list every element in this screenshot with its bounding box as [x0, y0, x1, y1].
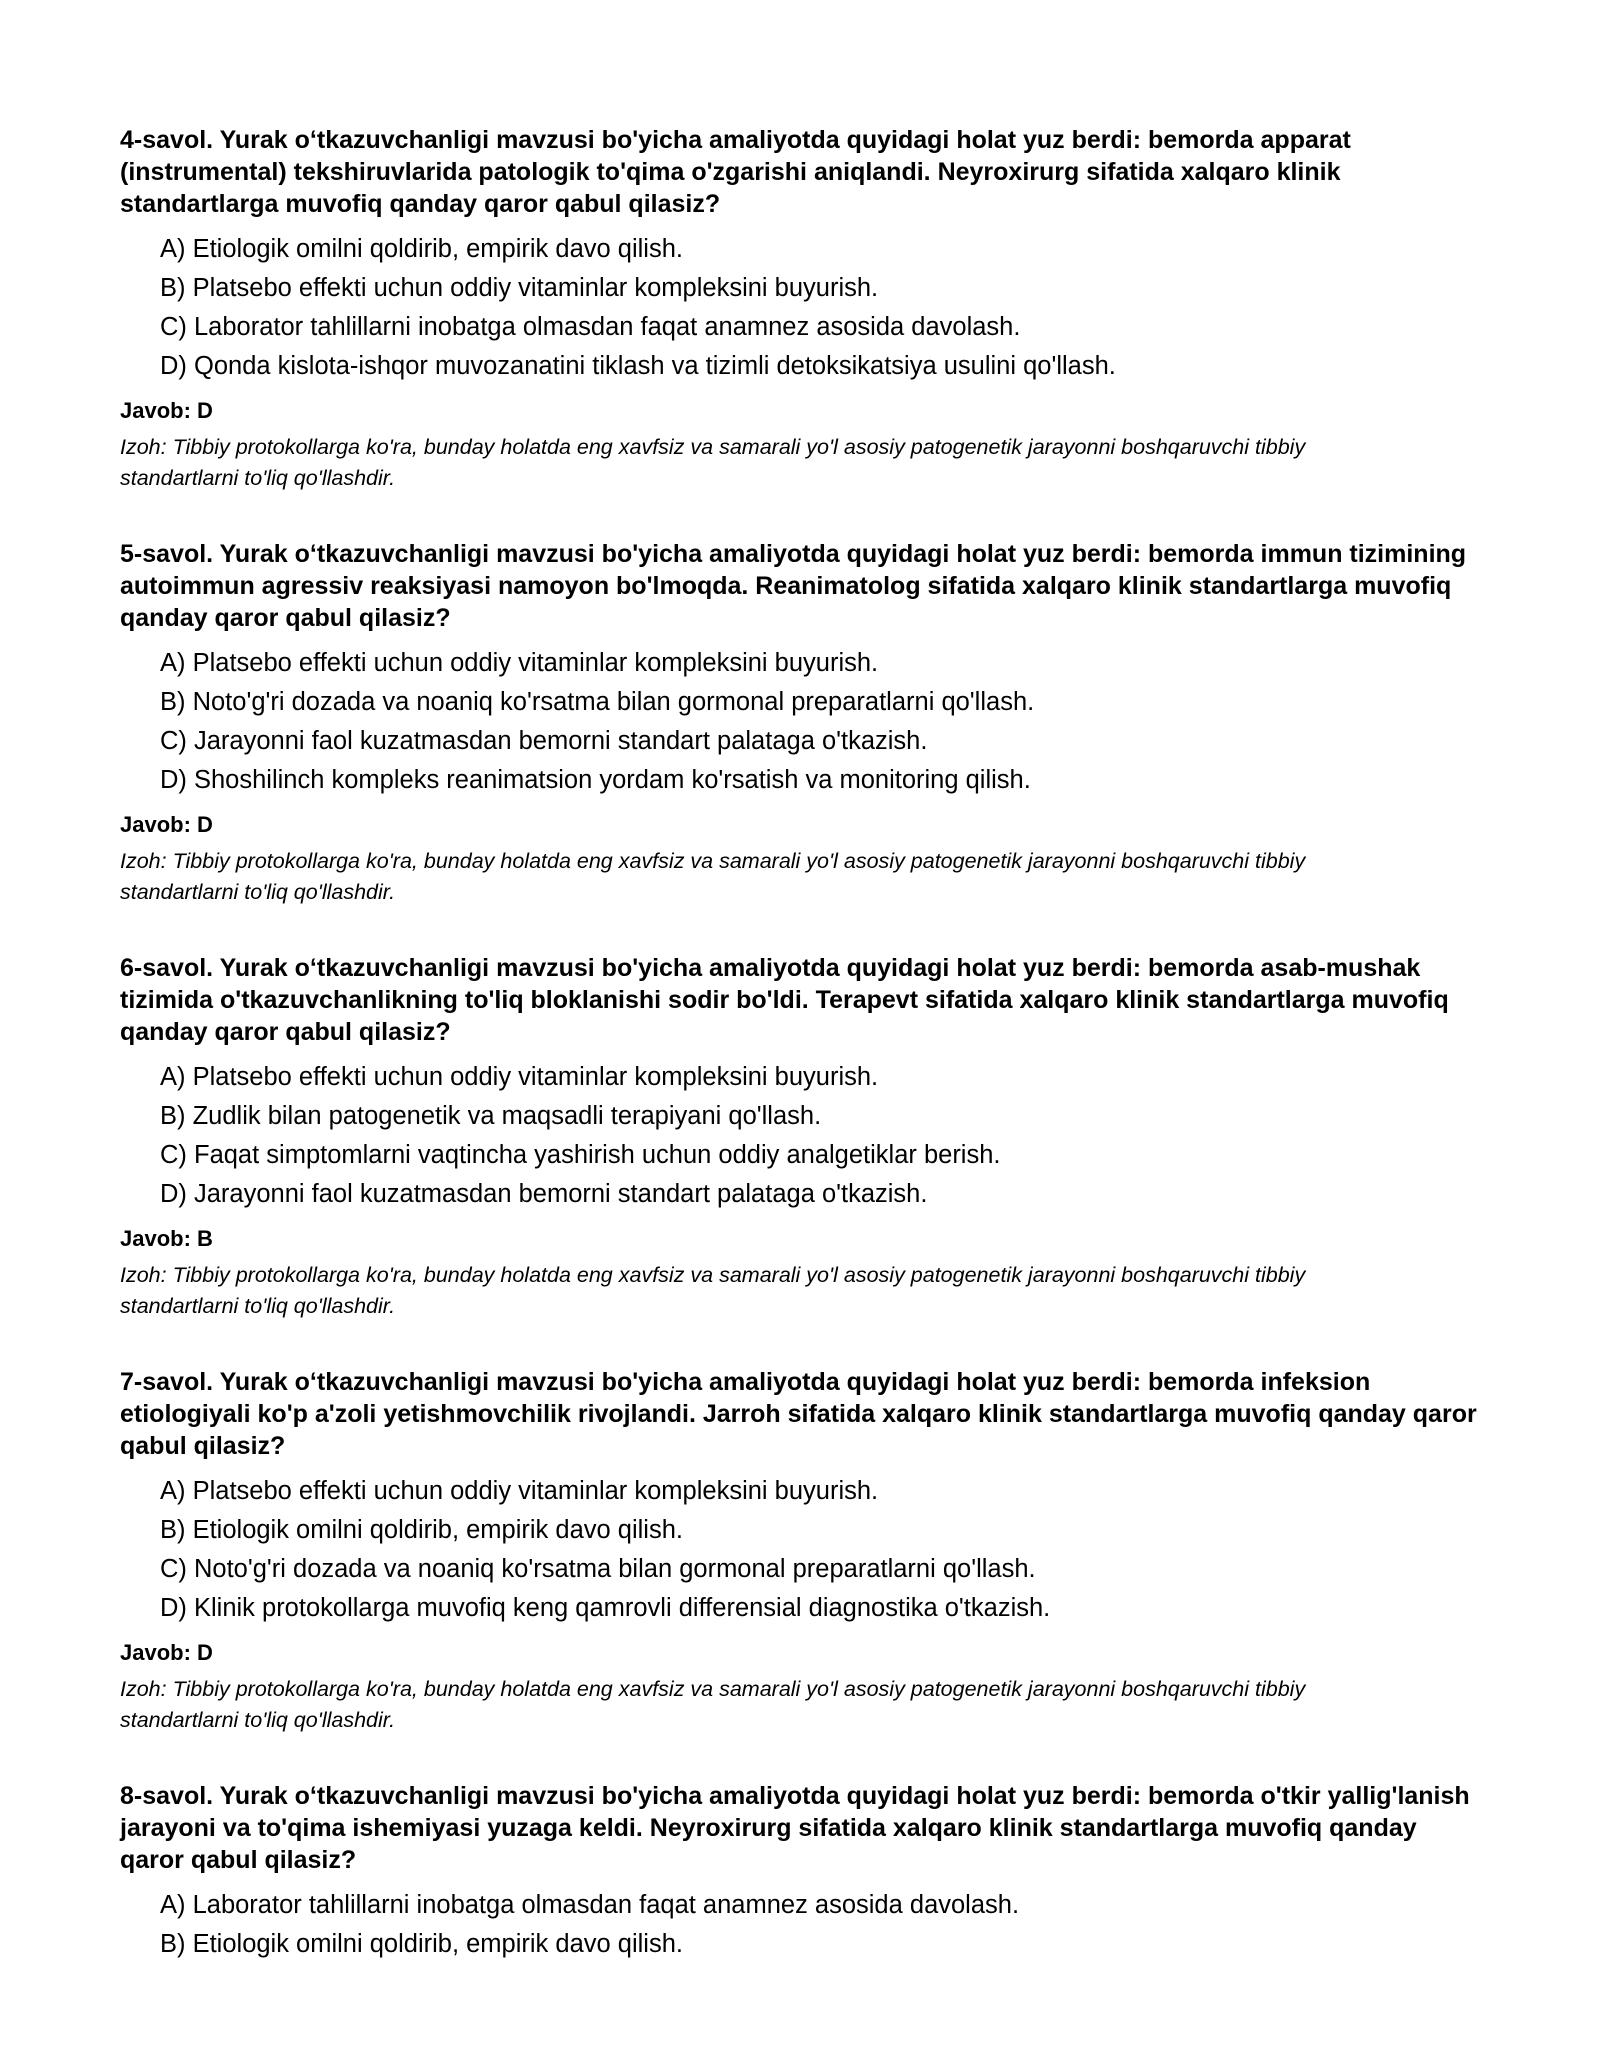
answer-label: Javob: D	[120, 812, 213, 837]
question-text: 4-savol. Yurak o‘tkazuvchanligi mavzusi bo'yicha amaliyotda quyidagi holat yuz berdi: bemorda apparat (instrumental) tekshiruvlarida patologik to'qima o'zgarishi aniqlandi. Neyroxirurg sifatida xalqaro klinik standartlarga muvofiq qanday qaror qabul qilasiz?	[120, 126, 1351, 218]
option-c: C) Faqat simptomlarni vaqtincha yashirish uchun oddiy analgetiklar berish.	[160, 1141, 1001, 1169]
option-list	[160, 1472, 1480, 1628]
option-d: D) Qonda kislota-ishqor muvozanatini tiklash va tizimli detoksikatsiya usulini qo'llash.	[160, 352, 1116, 380]
question-4	[120, 124, 1480, 494]
question-text: 5-savol. Yurak o‘tkazuvchanligi mavzusi bo'yicha amaliyotda quyidagi holat yuz berdi: bemorda immun tizimining autoimmun agressiv reaksiyasi namoyon bo'lmoqda. Reanimatolog sifatida xalqaro klinik standartlarga muvofiq qanday qaror qabul qilasiz?	[120, 540, 1467, 632]
answer-label: Javob: D	[120, 1640, 213, 1665]
option-b: B) Platsebo effekti uchun oddiy vitaminlar kompleksini buyurish.	[160, 274, 879, 302]
option-a: A) Platsebo effekti uchun oddiy vitaminlar kompleksini buyurish.	[160, 1063, 879, 1091]
question-6	[120, 952, 1480, 1322]
option-list	[160, 1058, 1480, 1214]
option-a: A) Platsebo effekti uchun oddiy vitaminlar kompleksini buyurish.	[160, 649, 879, 677]
option-d: D) Shoshilinch kompleks reanimatsion yordam ko'rsatish va monitoring qilish.	[160, 766, 1031, 794]
option-d: D) Klinik protokollarga muvofiq keng qamrovli differensial diagnostika o'tkazish.	[160, 1594, 1051, 1622]
option-list	[160, 644, 1480, 800]
option-c: C) Noto'g'ri dozada va noaniq ko'rsatma bilan gormonal preparatlarni qo'llash.	[160, 1555, 1036, 1583]
document-page	[120, 124, 1480, 2008]
option-list	[160, 230, 1480, 386]
option-a: A) Laborator tahlillarni inobatga olmasdan faqat anamnez asosida davolash.	[160, 1891, 1020, 1919]
option-a: A) Platsebo effekti uchun oddiy vitaminlar kompleksini buyurish.	[160, 1477, 879, 1505]
explanation-note: Izoh: Tibbiy protokollarga ko'ra, bunday holatda eng xavfsiz va samarali yo'l asosiy patogenetik jarayonni boshqaruvchi tibbiy standartlarni to'liq qo'llashdir.	[120, 1677, 1306, 1732]
answer-label: Javob: B	[120, 1226, 213, 1251]
option-c: C) Jarayonni faol kuzatmasdan bemorni standart palataga o'tkazish.	[160, 727, 928, 755]
explanation-note: Izoh: Tibbiy protokollarga ko'ra, bunday holatda eng xavfsiz va samarali yo'l asosiy patogenetik jarayonni boshqaruvchi tibbiy standartlarni to'liq qo'llashdir.	[120, 849, 1306, 904]
option-d: D) Jarayonni faol kuzatmasdan bemorni standart palataga o'tkazish.	[160, 1180, 928, 1208]
question-text: 7-savol. Yurak o‘tkazuvchanligi mavzusi bo'yicha amaliyotda quyidagi holat yuz berdi: bemorda infeksion etiologiyali ko'p a'zoli yetishmovchilik rivojlandi. Jarroh sifatida xalqaro klinik standartlarga muvofiq qanday qaror qabul qilasiz?	[120, 1368, 1477, 1460]
option-b: B) Etiologik omilni qoldirib, empirik davo qilish.	[160, 1930, 683, 1958]
question-7	[120, 1366, 1480, 1736]
question-5	[120, 538, 1480, 908]
answer-label: Javob: D	[120, 398, 213, 423]
question-text: 6-savol. Yurak o‘tkazuvchanligi mavzusi bo'yicha amaliyotda quyidagi holat yuz berdi: bemorda asab-mushak tizimida o'tkazuvchanlikning to'liq bloklanishi sodir bo'ldi. Terapevt sifatida xalqaro klinik standartlarga muvofiq qanday qaror qabul qilasiz?	[120, 954, 1449, 1046]
question-8	[120, 1780, 1480, 1964]
option-c: C) Laborator tahlillarni inobatga olmasdan faqat anamnez asosida davolash.	[160, 313, 1021, 341]
explanation-note: Izoh: Tibbiy protokollarga ko'ra, bunday holatda eng xavfsiz va samarali yo'l asosiy patogenetik jarayonni boshqaruvchi tibbiy standartlarni to'liq qo'llashdir.	[120, 1263, 1306, 1318]
option-list	[160, 1886, 1480, 1964]
option-b: B) Etiologik omilni qoldirib, empirik davo qilish.	[160, 1516, 683, 1544]
option-b: B) Noto'g'ri dozada va noaniq ko'rsatma bilan gormonal preparatlarni qo'llash.	[160, 688, 1035, 716]
question-text: 8-savol. Yurak o‘tkazuvchanligi mavzusi bo'yicha amaliyotda quyidagi holat yuz berdi: bemorda o'tkir yallig'lanish jarayoni va to'qima ishemiyasi yuzaga keldi. Neyroxirurg sifatida xalqaro klinik standartlarga muvofiq qanday qaror qabul qilasiz?	[120, 1782, 1470, 1874]
explanation-note: Izoh: Tibbiy protokollarga ko'ra, bunday holatda eng xavfsiz va samarali yo'l asosiy patogenetik jarayonni boshqaruvchi tibbiy standartlarni to'liq qo'llashdir.	[120, 435, 1306, 490]
option-b: B) Zudlik bilan patogenetik va maqsadli terapiyani qo'llash.	[160, 1102, 822, 1130]
option-a: A) Etiologik omilni qoldirib, empirik davo qilish.	[160, 235, 683, 263]
